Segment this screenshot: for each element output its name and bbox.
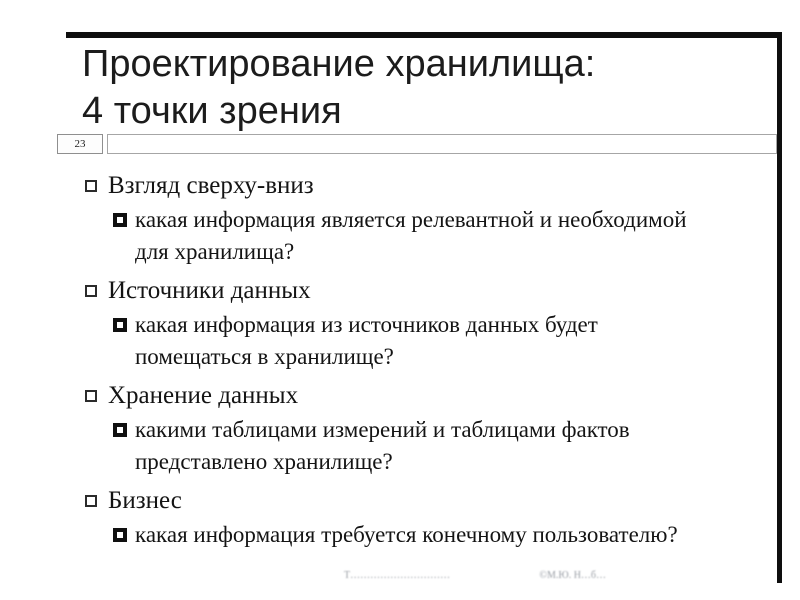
bullet-level1 [85,378,770,414]
sub-bullet-text [135,309,598,373]
bullet-level2 [113,519,770,551]
sub-bullet-text [135,204,687,268]
sub-bullet-line: представлено хранилище? [135,449,393,474]
bullet-item-data-storage [85,378,770,478]
bullet-item-business [85,483,770,551]
footer-left-text: Т………………………… [344,570,451,581]
bullet-item-top-down-view [85,168,770,268]
filled-square-bullet-icon [113,423,127,437]
sub-bullet-line: для хранилища? [135,239,295,264]
sub-bullet-text [135,519,678,551]
bullet-level1 [85,168,770,204]
filled-square-bullet-icon [113,318,127,332]
bullet-label: Бизнес [108,487,182,514]
sub-bullet-line: какими таблицами измерений и таблицами фактов [135,417,630,442]
sub-bullet-line: помещаться в хранилище? [135,344,394,369]
slide-title-line-2: 4 точки зрения [82,90,342,132]
hollow-square-bullet-icon [85,390,97,402]
bullet-level2 [113,414,770,478]
sub-bullet-text [135,414,630,478]
filled-square-bullet-icon [113,528,127,542]
bullet-label: Хранение данных [108,382,299,409]
footer-copyright-text: ©М.Ю. Н…б… [539,570,606,581]
bullet-list [85,168,770,556]
bullet-level1 [85,483,770,519]
hollow-square-bullet-icon [85,180,97,192]
sub-bullet-line: какая информация из источников данных будет [135,312,598,337]
bullet-level2 [113,204,770,268]
slide-title [82,41,595,135]
bullet-level2 [113,309,770,373]
title-underline-rule [66,32,782,38]
slide-title-line-1: Проектирование хранилища: [82,43,596,85]
slide-right-border [777,32,782,583]
sub-bullet-line: какая информация требуется конечному пользователю? [135,522,678,547]
slide-number-badge: 23 [57,134,103,154]
footer-attribution [344,570,606,581]
bullet-label: Источники данных [108,277,311,304]
filled-square-bullet-icon [113,213,127,227]
bullet-label: Взгляд сверху-вниз [108,172,314,199]
bullet-level1 [85,273,770,309]
bullet-item-data-sources [85,273,770,373]
hollow-square-bullet-icon [85,285,97,297]
hollow-square-bullet-icon [85,495,97,507]
header-placeholder-bar [107,134,777,154]
sub-bullet-line: какая информация является релевантной и необходимой [135,207,687,232]
